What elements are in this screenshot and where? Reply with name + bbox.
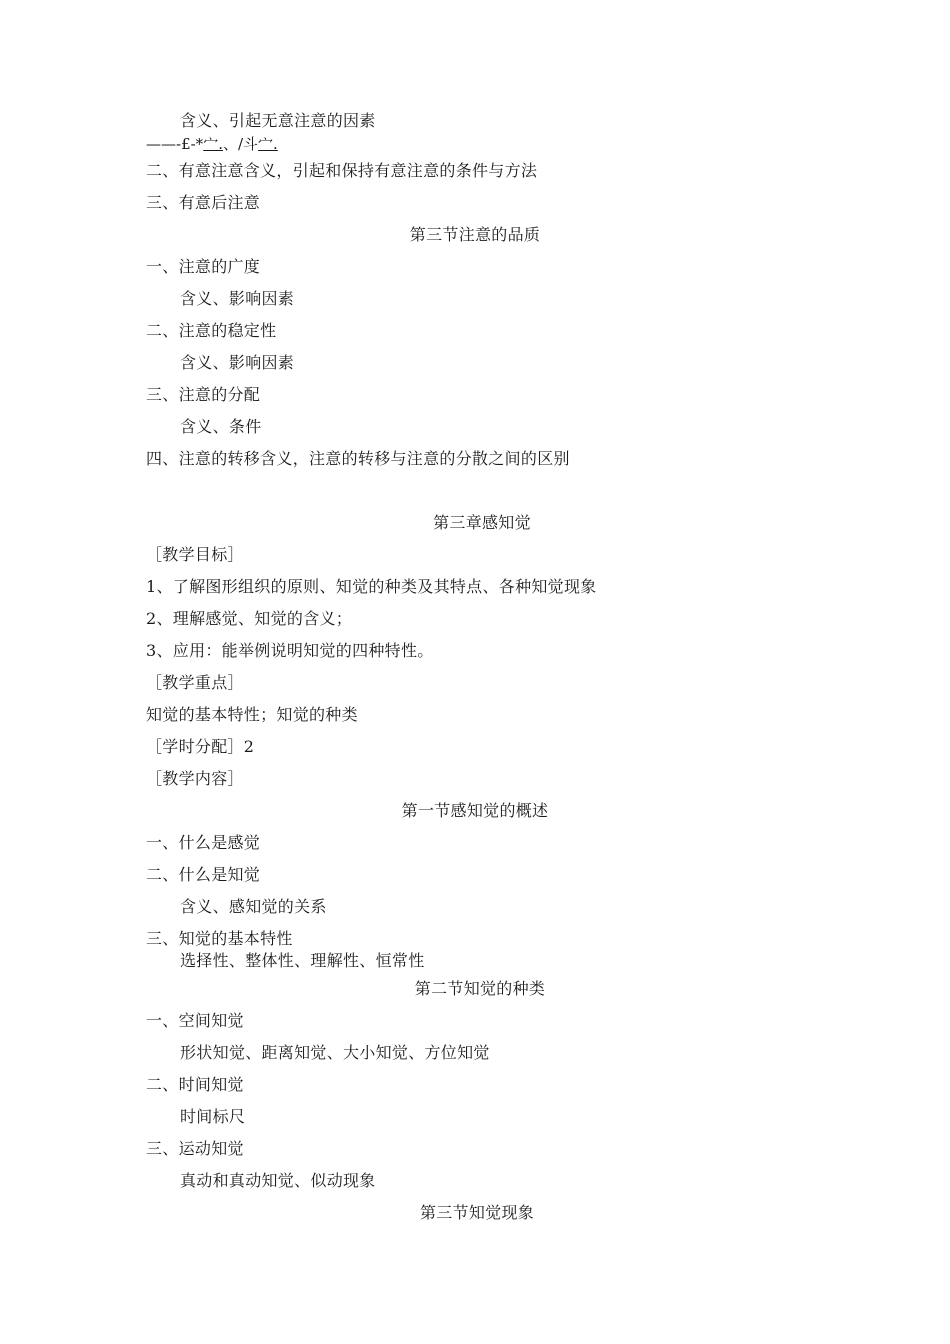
bracket-label: ［教学内容］	[146, 769, 244, 788]
bracket-label: ［教学重点］	[146, 673, 244, 692]
objective-item: 1、了解图形组织的原则、知觉的种类及其特点、各种知觉现象	[146, 577, 597, 596]
garbled-text-part: 、/斗	[222, 135, 259, 153]
garbled-text-part: ——-£-*	[146, 135, 204, 153]
list-item: 一、什么是感觉	[146, 833, 261, 852]
list-item: 二、时间知觉	[146, 1075, 244, 1094]
sub-item: 形状知觉、距离知觉、大小知觉、方位知觉	[180, 1043, 490, 1062]
list-item: 三、运动知觉	[146, 1139, 244, 1158]
bracket-label: ［学时分配］2	[146, 737, 255, 756]
sub-item: 真动和真动知觉、似动现象	[180, 1171, 376, 1190]
garbled-text-line	[146, 134, 278, 154]
key-points-text: 知觉的基本特性；知觉的种类	[146, 705, 358, 724]
section-heading: 第三节知觉现象	[419, 1203, 535, 1222]
section-heading: 第一节感知觉的概述	[401, 801, 549, 820]
garbled-text-underlined: 宀.	[203, 135, 223, 153]
objective-item: 2、理解感觉、知觉的含义；	[146, 609, 353, 628]
list-item: 三、知觉的基本特性	[146, 929, 293, 948]
list-item: 二、注意的稳定性	[146, 321, 277, 340]
list-item: 二、什么是知觉	[146, 865, 261, 884]
section-heading: 第三节注意的品质	[409, 225, 541, 244]
sub-item: 含义、影响因素	[180, 289, 295, 308]
list-item: 二、有意注意含义，引起和保持有意注意的条件与方法	[146, 161, 538, 180]
text-line: 含义、引起无意注意的因素	[180, 111, 376, 130]
section-heading: 第二节知觉的种类	[414, 979, 546, 998]
list-item: 三、有意后注意	[146, 193, 261, 212]
sub-item: 含义、条件	[180, 417, 262, 436]
list-item: 一、注意的广度	[146, 257, 261, 276]
chapter-heading: 第三章感知觉	[433, 513, 531, 532]
sub-item: 时间标尺	[180, 1107, 246, 1126]
sub-item: 含义、感知觉的关系	[180, 897, 327, 916]
list-item: 一、空间知觉	[146, 1011, 244, 1030]
list-item: 四、注意的转移含义，注意的转移与注意的分散之间的区别	[146, 449, 570, 468]
bracket-label: ［教学目标］	[146, 545, 244, 564]
garbled-text-underlined: 宀.	[258, 135, 278, 153]
sub-item: 含义、影响因素	[180, 353, 295, 372]
list-item: 三、注意的分配	[146, 385, 261, 404]
sub-item: 选择性、整体性、理解性、恒常性	[180, 951, 425, 970]
objective-item: 3、应用：能举例说明知觉的四种特性。	[146, 641, 434, 660]
